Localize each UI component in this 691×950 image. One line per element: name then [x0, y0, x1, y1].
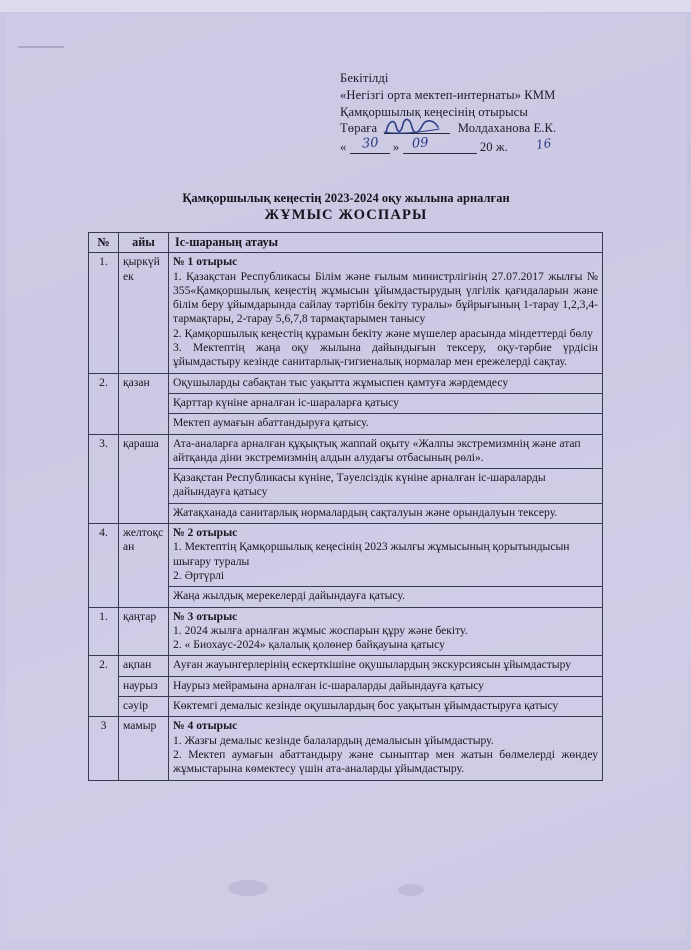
page-title-line-2: ЖҰМЫС ЖОСПАРЫ: [264, 207, 428, 223]
activity-text: 1. Қазақстан Республикасы Білім және ғылым министрлігінің 27.07.2017 жылғы № 355«Қамқоршылық кеңестің жұмысын ұйымдастырудың үлгілік қағидаларын және білім беру ұйымдарында сайлау тәртібін бекіту туралы» бұйрығының 1-тарау 1,2,3,4-тармақтары, 2-тарау 5,6,7,8 тармақтарымен танысу: [173, 269, 598, 326]
row-number-cell: 2.: [89, 656, 119, 717]
activity-text: 2. « Биохаус-2024» қалалық қолөнер байқауына қатысу: [173, 638, 445, 652]
row-number-cell: 1.: [89, 253, 119, 373]
work-plan-table: [88, 232, 603, 781]
activity-text: Мектеп аумағын абаттандыруға қатысу.: [173, 416, 369, 430]
month-cell: мамыр: [119, 717, 169, 780]
activity-text: Жаңа жылдық мерекелерді дайындауға қатысу.: [173, 589, 405, 603]
month-cell: желтоқсан: [119, 524, 169, 607]
activity-cell: [169, 373, 603, 393]
handwritten-month: 09: [411, 135, 430, 152]
column-header-number: №: [89, 233, 119, 253]
month-cell: қараша: [119, 434, 169, 523]
month-cell: қыркүйек: [119, 253, 169, 373]
chair-name: Молдаханова Е.К.: [457, 121, 557, 136]
activity-text: 1. 2024 жылға арналған жұмыс жоспарын құру және бекіту.: [173, 623, 468, 637]
activity-cell: [169, 434, 603, 469]
activity-cell: [169, 607, 603, 656]
activity-text: 3. Мектептің жаңа оқу жылына дайындығын тексеру, оқу-тәрбие үрдісін ұйымдастыру кезінде санитарлық-гигиеналық нормалар мен ережелерді сақтау.: [173, 341, 598, 369]
row-number-cell: 4.: [89, 524, 119, 607]
activity-session-heading: № 3 отырыс: [173, 609, 238, 623]
activity-text: Оқушыларды сабақтан тыс уақытта жұмыспен қамтуға жәрдемдесу: [173, 375, 509, 389]
activity-text: Көктемгі демалыс кезінде оқушылардың бос уақытын ұйымдастыруға қатысу: [173, 699, 559, 713]
date-line: [340, 135, 640, 158]
activity-text: Қарттар күніне арналған іс-шараларға қатысу: [173, 395, 399, 409]
table-header: [89, 233, 603, 253]
activity-cell: [169, 503, 603, 523]
column-header-activity: Іс-шараның атауы: [169, 233, 603, 253]
activity-cell: [169, 524, 603, 587]
approval-line-2: «Негізгі орта мектеп-интернаты» КММ: [340, 87, 556, 102]
signature-rule: [384, 121, 450, 134]
page-title-line-1: Қамқоршылық кеңестің 2023-2024 оқу жылына арналған: [182, 191, 510, 205]
activity-cell: [169, 253, 603, 373]
activity-text: Ата-аналарға арналған құқықтық жаппай оқыту «Жалпы экстремизмнің және атап айтқанда діни экстремизмнің алдын алудағы отбасының рөлі».: [173, 436, 581, 464]
activity-cell: [169, 587, 603, 607]
activity-cell: [169, 469, 603, 504]
activity-cell: [169, 676, 603, 696]
activity-cell: [169, 717, 603, 780]
chair-label: Төраға: [340, 121, 378, 136]
row-number-cell: 3: [89, 717, 119, 780]
table-row: [89, 607, 603, 656]
activity-text: 2. Әртүрлі: [173, 568, 225, 582]
table-header-row: [89, 233, 603, 253]
activity-text: Наурыз мейрамына арналған іс-шараларды дайындауға қатысу: [173, 678, 484, 692]
activity-cell: [169, 393, 603, 413]
row-number-cell: 3.: [89, 434, 119, 523]
activity-session-heading: № 1 отырыс: [173, 255, 238, 269]
table-row: [89, 697, 603, 717]
month-cell: қаңтар: [119, 607, 169, 656]
row-number-cell: 1.: [89, 607, 119, 656]
table-row: [89, 373, 603, 393]
activity-text: Қазақстан Республикасы күніне, Тәуелсіздік күніне арналған іс-шараларды дайындауға қатысу: [173, 471, 546, 499]
activity-text: Ауған жауынгерлерінің ескерткішіне оқушылардың экскурсиясын ұйымдастыру: [173, 658, 572, 672]
handwritten-year: 16: [535, 136, 553, 153]
column-header-month: айы: [119, 233, 169, 253]
activity-session-heading: № 2 отырыс: [173, 526, 238, 540]
activity-cell: [169, 697, 603, 717]
signature-line: [340, 120, 640, 138]
table-row: [89, 676, 603, 696]
row-number-cell: 2.: [89, 373, 119, 434]
month-cell: сәуір: [119, 697, 169, 717]
year-suffix: ж.: [495, 140, 508, 155]
activity-cell: [169, 656, 603, 676]
month-cell: наурыз: [119, 676, 169, 696]
handwritten-day: 30: [361, 135, 380, 152]
activity-text: 2. Қамқоршылық кеңестің құрамын бекіту және мүшелер арасында міндеттерді бөлу: [173, 326, 593, 340]
table-row: [89, 717, 603, 780]
month-cell: ақпан: [119, 656, 169, 676]
date-quote-close: »: [392, 140, 400, 155]
table-row: [89, 524, 603, 587]
approval-block: [340, 70, 640, 158]
year-prefix: 20: [479, 140, 493, 155]
table-row: [89, 656, 603, 676]
approval-line-3: Қамқоршылық кеңесінің отырысы: [340, 104, 528, 119]
date-quote-open: «: [340, 140, 347, 155]
activity-text: 2. Мектеп аумағын абаттандыру және сыныптар мен жатын бөлмелерді жөндеу жұмыстарына көмектесу үшін ата-аналарды ұйымдастыру.: [173, 747, 598, 776]
month-cell: қазан: [119, 373, 169, 434]
table-body: [89, 253, 603, 780]
table-row: [89, 253, 603, 373]
activity-text: 1. Жазғы демалыс кезінде балалардың демалысын ұйымдастыру.: [173, 733, 494, 747]
activity-text: Жатақханада санитарлық нормалардың сақталуын және орындалуын тексеру.: [173, 505, 558, 519]
activity-text: 1. Мектептің Қамқоршылық кеңесінің 2023 жылғы жұмысының қорытындысын шығару туралы: [173, 540, 570, 568]
page-title: [90, 191, 602, 224]
activity-cell: [169, 414, 603, 434]
scan-top-edge: [0, 0, 691, 12]
approval-line-1: Бекітілді: [340, 71, 389, 85]
activity-session-heading: № 4 отырыс: [173, 719, 238, 733]
stray-scan-line: [18, 46, 64, 48]
table-row: [89, 434, 603, 469]
